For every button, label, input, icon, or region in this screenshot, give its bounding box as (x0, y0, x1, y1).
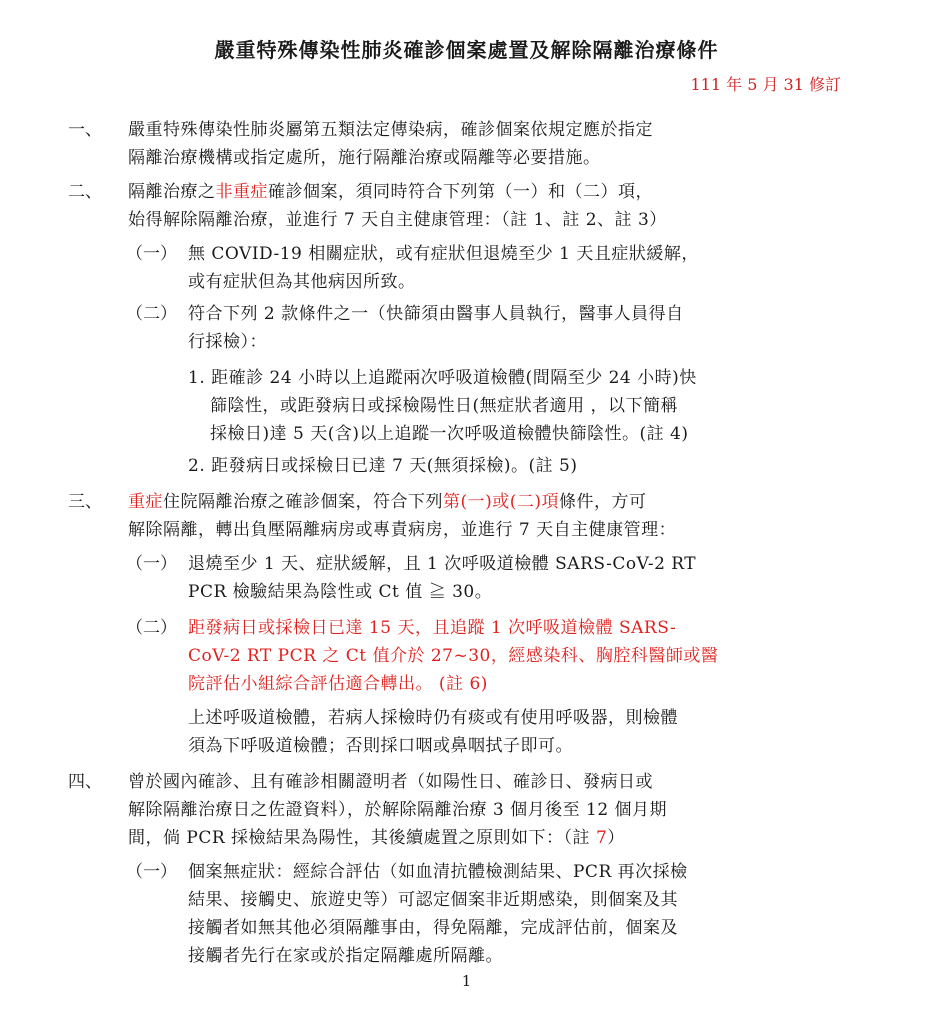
item-number: （二） (126, 618, 177, 638)
section-text: 始得解除隔離治療，並進行 7 天自主健康管理：（註 1、註 2、註 3） (128, 210, 667, 230)
item-text: 接觸者先行在家或於指定隔離處所隔離。 (188, 946, 503, 966)
note-text: 上述呼吸道檢體，若病人採檢時仍有痰或有使用呼吸器，則檢體 (188, 708, 678, 728)
item-number: （二） (126, 304, 177, 324)
section-text: 曾於國內確診、且有確診相關證明者（如陽性日、確診日、發病日或 (128, 772, 653, 792)
section-number: 四、 (68, 772, 102, 792)
section-number: 二、 (68, 182, 102, 202)
subitem-text: 1. 距確診 24 小時以上追蹤兩次呼吸道檢體(間隔至少 24 小時)快 (188, 368, 697, 388)
item-text: 行採檢）： (188, 332, 267, 352)
section-number: 一、 (68, 120, 102, 140)
subitem-text: 2. 距發病日或採檢日已達 7 天(無須採檢)。(註 5) (188, 456, 578, 476)
subitem-text: 篩陰性，或距發病日或採檢陽性日(無症狀者適用 ，以下簡稱 (210, 396, 679, 416)
item-text: 院評估小組綜合評估適合轉出。 (註 6) (188, 674, 488, 694)
section-number: 三、 (68, 492, 102, 512)
highlight-text: 第(一)或(二)項 (443, 492, 560, 512)
item-text: 符合下列 2 款條件之一（快篩須由醫事人員執行，醫事人員得自 (188, 304, 684, 324)
item-text: 距發病日或採檢日已達 15 天，且追蹤 1 次呼吸道檢體 SARS- (188, 618, 677, 638)
highlight-text: 重症 (128, 492, 163, 512)
item-text: 退燒至少 1 天、症狀緩解，且 1 次呼吸道檢體 SARS-CoV-2 RT (188, 554, 697, 574)
subitem-text: 採檢日)達 5 天(含)以上追蹤一次呼吸道檢體快篩陰性。(註 4) (210, 424, 689, 444)
item-text: 個案無症狀：經綜合評估（如血清抗體檢測結果、PCR 再次採檢 (188, 862, 688, 882)
section-text: 重症住院隔離治療之確診個案，符合下列第(一)或(二)項條件，方可 (128, 492, 647, 512)
item-text: 或有症狀但為其他病因所致。 (188, 272, 416, 292)
item-text: 結果、接觸史、旅遊史等）可認定個案非近期感染，則個案及其 (188, 890, 678, 910)
item-text: CoV-2 RT PCR 之 Ct 值介於 27~30，經感染科、胸腔科醫師或醫 (188, 646, 719, 666)
section-text: 解除隔離，轉出負壓隔離病房或專責病房，並進行 7 天自主健康管理： (128, 520, 677, 540)
highlight-text: 非重症 (215, 182, 268, 202)
revision-date: 111 年 5 月 31 修訂 (690, 75, 841, 94)
item-number: （一） (126, 554, 177, 574)
item-text: 接觸者如無其他必須隔離事由，得免隔離，完成評估前，個案及 (188, 918, 678, 938)
item-text: PCR 檢驗結果為陰性或 Ct 值 ≧ 30。 (188, 582, 493, 602)
item-number: （一） (126, 244, 177, 264)
highlight-text: 7 (595, 828, 608, 848)
section-text: 嚴重特殊傳染性肺炎屬第五類法定傳染病，確診個案依規定應於指定 (128, 120, 653, 140)
item-number: （一） (126, 862, 177, 882)
section-text: 間，倘 PCR 採檢結果為陽性，其後續處置之原則如下：（註 7） (128, 828, 625, 848)
page-number: 1 (461, 972, 472, 990)
document-title: 嚴重特殊傳染性肺炎確診個案處置及解除隔離治療條件 (214, 38, 719, 62)
item-text: 無 COVID-19 相關症狀，或有症狀但退燒至少 1 天且症狀緩解， (188, 244, 699, 264)
section-text: 解除隔離治療日之佐證資料），於解除隔離治療 3 個月後至 12 個月期 (128, 800, 668, 820)
section-text: 隔離治療機構或指定處所，施行隔離治療或隔離等必要措施。 (128, 148, 601, 168)
note-text: 須為下呼吸道檢體；否則採口咽或鼻咽拭子即可。 (188, 736, 573, 756)
section-text: 隔離治療之非重症確診個案，須同時符合下列第（一）和（二）項， (128, 182, 653, 202)
